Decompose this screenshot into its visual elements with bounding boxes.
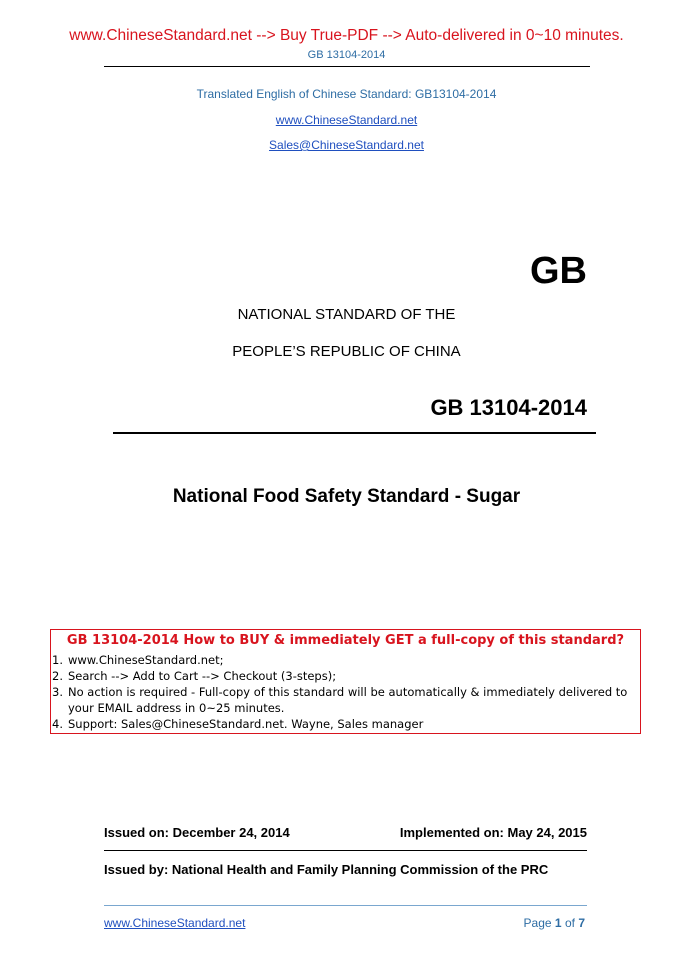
header-standard-code: GB 13104-2014 <box>307 49 386 61</box>
implemented-on-date: Implemented on: May 24, 2015 <box>399 825 587 840</box>
dates-divider <box>104 850 587 851</box>
national-standard-line1: NATIONAL STANDARD OF THE <box>237 306 456 323</box>
list-item-text: Support: Sales@ChineseStandard.net. Wayne, Sales manager <box>68 717 424 731</box>
list-item-text: No action is required - Full-copy of this standard will be automatically & immediately delivered to your EMAIL address in 0~25 minutes. <box>68 685 628 715</box>
translated-notice: Translated English of Chinese Standard: GB13104-2014 <box>196 87 497 101</box>
title-divider <box>113 432 596 434</box>
page-number <box>524 916 585 930</box>
standard-title: National Food Safety Standard - Sugar <box>172 486 521 507</box>
page-of: of <box>564 916 575 930</box>
sales-email-link[interactable]: Sales@ChineseStandard.net <box>269 138 424 152</box>
list-item <box>52 716 636 732</box>
footer-link-wrapper <box>104 916 245 930</box>
list-item-number: 1. <box>52 653 63 667</box>
page-current: 1 <box>554 916 562 930</box>
site-link[interactable]: www.ChineseStandard.net <box>275 113 418 127</box>
list-item <box>52 684 636 716</box>
list-item-number: 4. <box>52 717 63 731</box>
list-item-number: 3. <box>52 685 63 699</box>
buy-steps-list <box>52 652 636 732</box>
list-item <box>52 668 636 684</box>
list-item-text[interactable]: www.ChineseStandard.net; <box>68 653 224 667</box>
page-label: Page <box>523 916 552 930</box>
top-banner[interactable]: www.ChineseStandard.net --> Buy True-PDF --> Auto-delivered in 0~10 minutes. <box>69 27 624 44</box>
issuing-authority: Issued by: National Health and Family Planning Commission of the PRC <box>104 862 549 877</box>
list-item <box>52 652 636 668</box>
site-link-wrapper <box>0 113 693 127</box>
standard-number: GB 13104-2014 <box>430 395 587 420</box>
list-item-number: 2. <box>52 669 63 683</box>
issued-on-date: Issued on: December 24, 2014 <box>104 825 290 840</box>
footer-divider <box>104 905 587 906</box>
gb-mark: GB <box>530 250 587 292</box>
buy-info-box <box>50 629 641 734</box>
sales-email-wrapper <box>0 138 693 152</box>
list-item-text: Search --> Add to Cart --> Checkout (3-steps); <box>68 669 337 683</box>
footer-site-link[interactable]: www.ChineseStandard.net <box>104 916 246 930</box>
header-divider <box>104 66 590 67</box>
national-standard-line2: PEOPLE’S REPUBLIC OF CHINA <box>232 343 461 360</box>
buy-box-heading: GB 13104-2014 How to BUY & immediately GET a full-copy of this standard? <box>66 633 625 648</box>
page-total: 7 <box>578 916 585 930</box>
